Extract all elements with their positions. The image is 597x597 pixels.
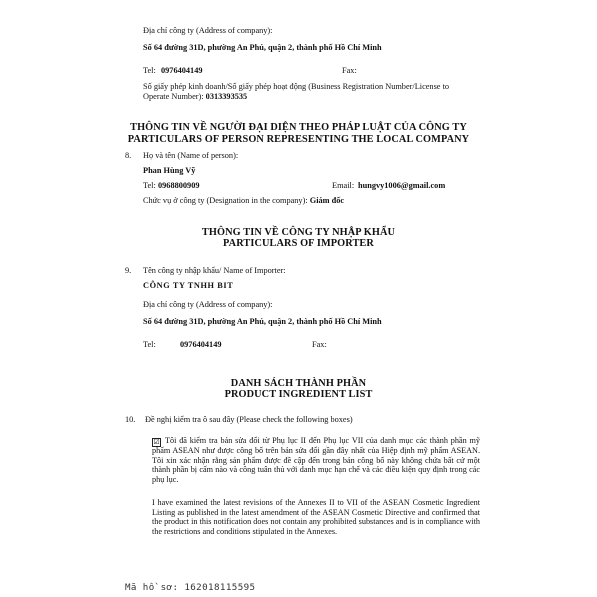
person-email: hungvy1006@gmail.com	[358, 181, 446, 190]
representative-title-en: PARTICULARS OF PERSON REPRESENTING THE LOCAL COMPANY	[127, 134, 470, 145]
company-address-label: Địa chỉ công ty (Address of company):	[143, 26, 273, 35]
company-fax-label: Fax:	[342, 66, 357, 75]
item-number-10: 10.	[125, 415, 136, 424]
license-label-line2	[143, 92, 247, 102]
company-address: Số 64 đường 31D, phường An Phú, quận 2, thành phố Hồ Chí Minh	[143, 43, 382, 52]
person-designation-row	[143, 196, 344, 206]
importer-name-label: Tên công ty nhập khẩu/ Name of Importer:	[143, 266, 286, 275]
statement-vi: Tôi đã kiểm tra bản sửa đổi từ Phụ lục II đến Phụ lục VII của danh mục các thành phần mỹ phẩm ASEAN như được công bố trên bản sửa đổi gần đây nhất của Hiệp định mỹ phẩm ASEAN. Tôi xin xác nhận rằng sản phẩm được đề cập đến trong bản công bố này không chứa bất cứ một thành phần bị cấm nào và công tuân thủ với danh mục hạn chế và các điều kiện quy định trong các phụ lục.	[152, 436, 480, 484]
company-tel: 0976404149	[161, 66, 203, 75]
person-tel: 0968800909	[158, 181, 200, 190]
person-name: Phan Hùng Vỹ	[143, 166, 196, 175]
importer-fax-label: Fax:	[312, 340, 327, 349]
ingredient-title-vi: DANH SÁCH THÀNH PHẦN	[230, 378, 367, 389]
license-label-text: Operate Number):	[143, 92, 204, 101]
importer-tel-label: Tel:	[143, 340, 156, 349]
dossier-number: Mã hồ sơ: 162018115595	[125, 582, 256, 593]
importer-address: Số 64 đường 31D, phường An Phú, quận 2, thành phố Hồ Chí Minh	[143, 317, 382, 326]
importer-title-vi: THÔNG TIN VỀ CÔNG TY NHẬP KHẨU	[201, 227, 396, 238]
license-label-line1: Số giấy phép kinh doanh/Số giấy phép hoạt động (Business Registration Number/License to	[143, 82, 450, 91]
importer-title-en: PARTICULARS OF IMPORTER	[223, 238, 374, 249]
person-email-label: Email:	[332, 181, 355, 190]
item-number-8: 8.	[125, 151, 132, 160]
person-designation-label: Chức vụ ở công ty (Designation in the company):	[143, 196, 308, 205]
item-number-9: 9.	[125, 266, 132, 275]
person-designation: Giám đốc	[309, 196, 345, 205]
person-tel-label: Tel:	[143, 181, 156, 190]
representative-title-vi: THÔNG TIN VỀ NGƯỜI ĐẠI DIỆN THEO PHÁP LUẬT CỦA CÔNG TY	[130, 122, 467, 133]
person-name-label: Họ và tên (Name of person):	[143, 151, 239, 160]
importer-name: CÔNG TY TNHH BIT	[143, 281, 234, 290]
ingredient-title-en: PRODUCT INGREDIENT LIST	[224, 389, 373, 400]
statement-vi-block	[152, 436, 480, 484]
ingredient-checkbox[interactable]: ☑	[153, 438, 160, 446]
importer-tel: 0976404149	[180, 340, 222, 349]
statement-en: I have examined the latest revisions of the Annexes II to VII of the ASEAN Cosmetic Ingredient Listing as published in the latest amendment of the ASEAN Cosmetic Directive and confirmed that the product in this notification does not contain any prohibited substances and is in compliance with the restrictions and conditions stipulated in the Annexes.	[152, 498, 480, 536]
check-instruction: Đề nghị kiểm tra ô sau đây (Please check the following boxes)	[145, 415, 353, 424]
importer-address-label: Địa chỉ công ty (Address of company):	[143, 300, 273, 309]
license-number: 0313393535	[205, 92, 248, 101]
company-tel-label: Tel:	[143, 66, 156, 75]
